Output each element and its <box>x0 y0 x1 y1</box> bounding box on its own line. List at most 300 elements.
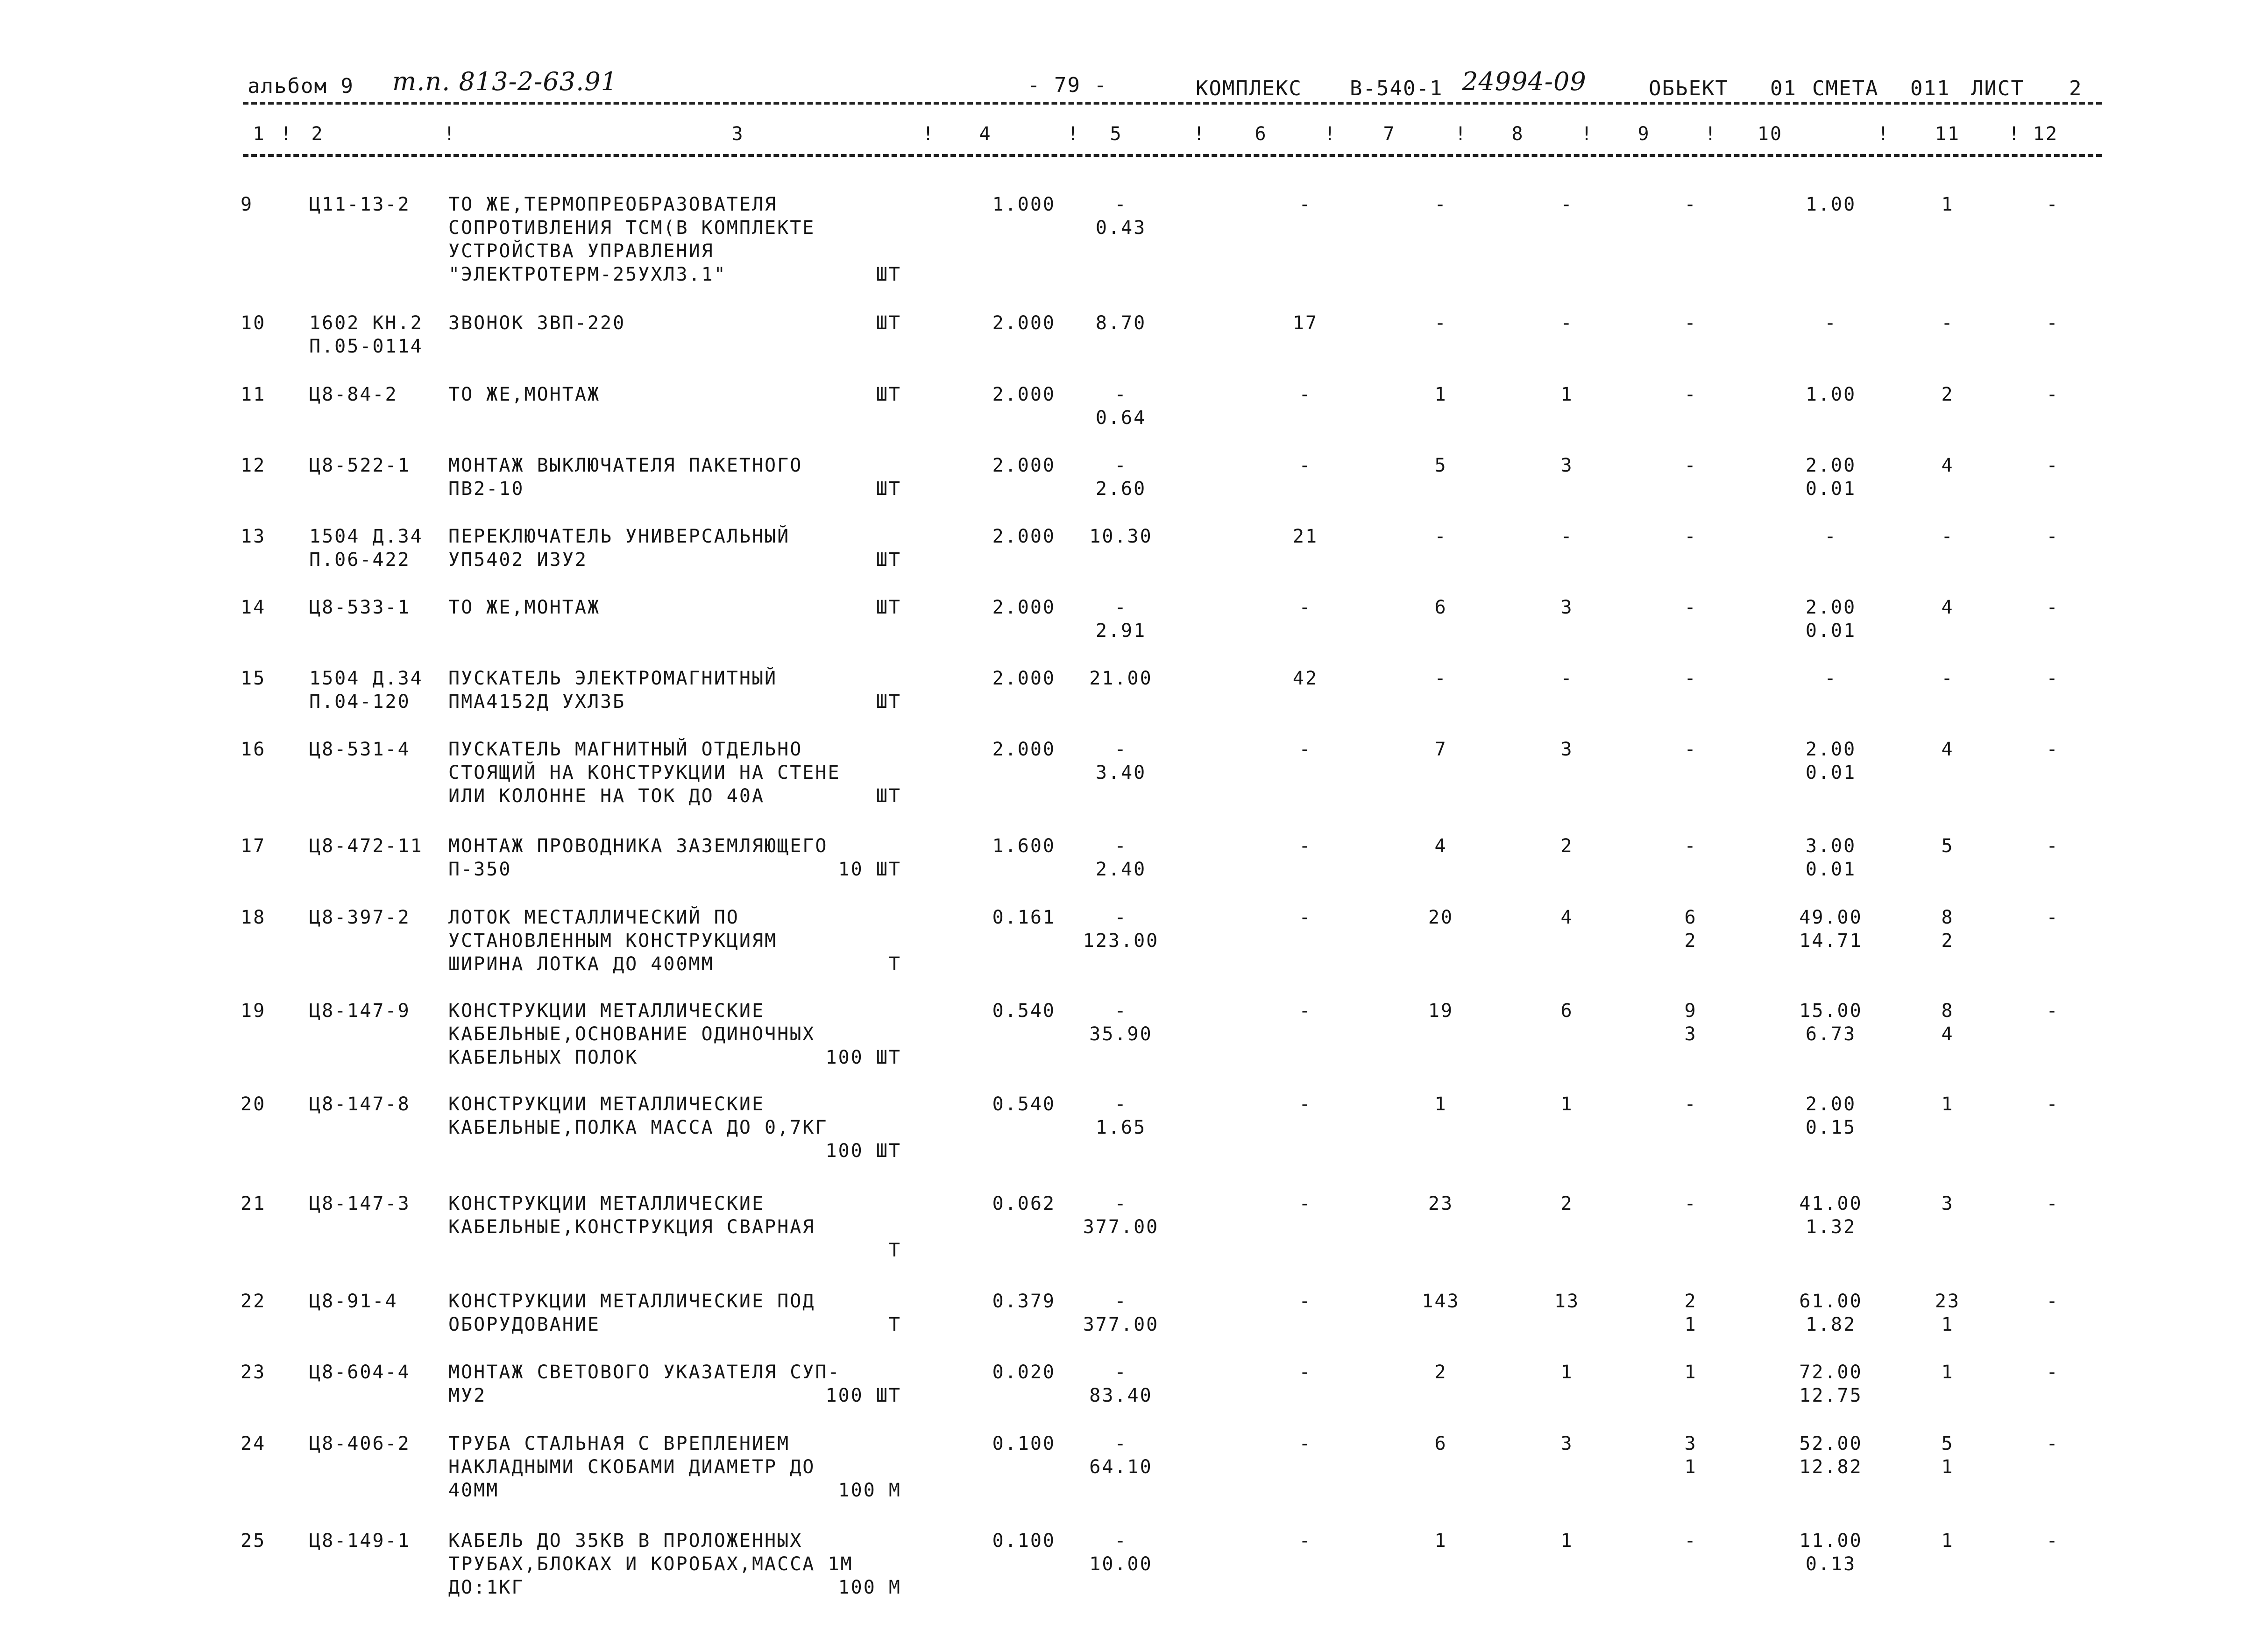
row-c9: - <box>1684 739 1697 760</box>
row-quantity: 1.600 <box>992 835 1056 857</box>
row-code: Ц8-147-3 <box>309 1193 411 1214</box>
row-unit: 100 М <box>838 1577 901 1598</box>
row-c10: 0.15 <box>1805 1117 1857 1138</box>
row-quantity: 0.100 <box>992 1530 1056 1552</box>
row-number: 19 <box>241 1000 266 1022</box>
column-number: 11 <box>1935 123 1961 145</box>
row-code: 1504 Д.34 <box>309 526 423 547</box>
row-quantity: 2.000 <box>992 668 1056 689</box>
row-c5: - <box>1114 1094 1127 1115</box>
row-number: 13 <box>241 526 266 547</box>
row-c6: 17 <box>1292 312 1318 334</box>
row-c6: - <box>1299 384 1312 405</box>
row-c5: - <box>1114 1291 1127 1312</box>
row-c10: 0.01 <box>1805 620 1857 642</box>
row-quantity: 0.020 <box>992 1362 1056 1383</box>
row-c11: 5 <box>1941 835 1954 857</box>
row-c6: - <box>1299 194 1312 215</box>
row-description: КАБЕЛЬНЫЕ,ПОЛКА МАССА ДО 0,7КГ <box>448 1117 828 1138</box>
row-c9: - <box>1684 194 1697 215</box>
row-c9: 6 <box>1684 907 1697 928</box>
row-unit: ШТ <box>876 549 901 571</box>
column-separator: ! <box>2008 123 2021 145</box>
row-c5: 2.60 <box>1095 478 1147 500</box>
row-c8: - <box>1560 312 1573 334</box>
object-label: ОБЬЕКТ <box>1649 77 1729 100</box>
row-unit: Т <box>888 1240 901 1261</box>
row-c11: - <box>1941 312 1954 334</box>
complex-code: В-540-1 <box>1350 77 1443 100</box>
row-c12: - <box>2046 526 2059 547</box>
column-number: 4 <box>979 123 992 145</box>
row-c5: 2.40 <box>1095 859 1147 880</box>
row-unit: 100 ШТ <box>825 1047 901 1068</box>
row-c10: - <box>1824 526 1837 547</box>
row-description: НАКЛАДНЫМИ СКОБАМИ ДИАМЕТР ДО <box>448 1456 815 1478</box>
row-c11: 1 <box>1941 1314 1954 1335</box>
row-quantity: 2.000 <box>992 597 1056 618</box>
row-c6: - <box>1299 1433 1312 1454</box>
row-description: ПВ2-10 <box>448 478 524 500</box>
row-code: Ц8-522-1 <box>309 455 411 476</box>
row-description: СОПРОТИВЛЕНИЯ ТСМ(В КОМПЛЕКТЕ <box>448 217 815 239</box>
row-c12: - <box>2046 1362 2059 1383</box>
row-quantity: 0.161 <box>992 907 1056 928</box>
row-c6: - <box>1299 1291 1312 1312</box>
row-c10: 61.00 <box>1799 1291 1863 1312</box>
row-c7: 5 <box>1434 455 1447 476</box>
row-c9: 3 <box>1684 1433 1697 1454</box>
row-c12: - <box>2046 668 2059 689</box>
row-c11: 4 <box>1941 597 1954 618</box>
row-c11: - <box>1941 526 1954 547</box>
row-description: УП5402 ИЗУ2 <box>448 549 588 571</box>
row-code: Ц8-91-4 <box>309 1291 398 1312</box>
row-c7: 6 <box>1434 1433 1447 1454</box>
row-c5: 377.00 <box>1083 1314 1159 1335</box>
row-number: 16 <box>241 739 266 760</box>
row-c7: 23 <box>1428 1193 1454 1214</box>
row-c9: 1 <box>1684 1314 1697 1335</box>
row-c12: - <box>2046 194 2059 215</box>
column-number: 9 <box>1637 123 1651 145</box>
row-c6: - <box>1299 1094 1312 1115</box>
row-c8: - <box>1560 668 1573 689</box>
row-c9: - <box>1684 455 1697 476</box>
row-quantity: 0.062 <box>992 1193 1056 1214</box>
row-description: ТО ЖЕ,ТЕРМОПРЕОБРАЗОВАТЕЛЯ <box>448 194 778 215</box>
row-c12: - <box>2046 1291 2059 1312</box>
row-c10: 72.00 <box>1799 1362 1863 1383</box>
row-code: Ц8-472-11 <box>309 835 423 857</box>
row-code: Ц8-397-2 <box>309 907 411 928</box>
row-c10: 0.01 <box>1805 478 1857 500</box>
row-c11: 1 <box>1941 1094 1954 1115</box>
row-description: ДО:1КГ <box>448 1577 524 1598</box>
row-c6: - <box>1299 1530 1312 1552</box>
row-c10: 12.82 <box>1799 1456 1863 1478</box>
row-c9: 1 <box>1684 1362 1697 1383</box>
header-rule-bottom <box>243 154 2102 157</box>
row-c10: 2.00 <box>1805 597 1857 618</box>
row-description: КАБЕЛЬ ДО 35КВ В ПРОЛОЖЕННЫХ <box>448 1530 803 1552</box>
row-c5: 10.30 <box>1089 526 1153 547</box>
row-c11: 1 <box>1941 1530 1954 1552</box>
row-c5: 64.10 <box>1089 1456 1153 1478</box>
row-unit: ШТ <box>876 691 901 713</box>
row-c10: 2.00 <box>1805 739 1857 760</box>
row-c8: 1 <box>1560 1362 1573 1383</box>
column-separator: ! <box>280 123 293 145</box>
row-c7: 4 <box>1434 835 1447 857</box>
column-separator: ! <box>1193 123 1206 145</box>
row-code: Ц8-149-1 <box>309 1530 411 1552</box>
row-c11: 1 <box>1941 1362 1954 1383</box>
row-code: Ц11-13-2 <box>309 194 411 215</box>
row-c11: 23 <box>1935 1291 1961 1312</box>
column-number: 5 <box>1110 123 1123 145</box>
row-c10: 0.01 <box>1805 859 1857 880</box>
row-c10: 15.00 <box>1799 1000 1863 1022</box>
row-c7: 1 <box>1434 384 1447 405</box>
row-c5: - <box>1114 597 1127 618</box>
row-c7: - <box>1434 194 1447 215</box>
row-number: 11 <box>241 384 266 405</box>
row-c5: - <box>1114 739 1127 760</box>
sheet-label: ЛИСТ <box>1971 77 2024 100</box>
row-description: ПЕРЕКЛЮЧАТЕЛЬ УНИВЕРСАЛЬНЫЙ <box>448 526 790 547</box>
complex-code-handwritten: 24994-09 <box>1462 67 1587 96</box>
row-quantity: 0.540 <box>992 1094 1056 1115</box>
row-c5: - <box>1114 835 1127 857</box>
row-unit: ШТ <box>876 478 901 500</box>
row-c5: 377.00 <box>1083 1216 1159 1238</box>
row-c5: 21.00 <box>1089 668 1153 689</box>
row-c12: - <box>2046 384 2059 405</box>
row-description: КАБЕЛЬНЫЕ,КОНСТРУКЦИЯ СВАРНАЯ <box>448 1216 815 1238</box>
row-c10: 1.82 <box>1805 1314 1857 1335</box>
column-number: 12 <box>2033 123 2059 145</box>
row-description: КАБЕЛЬНЫЕ,ОСНОВАНИЕ ОДИНОЧНЫХ <box>448 1023 815 1045</box>
row-c7: 20 <box>1428 907 1454 928</box>
sheet-number: 2 <box>2069 77 2083 100</box>
row-c6: - <box>1299 1000 1312 1022</box>
row-c7: 6 <box>1434 597 1447 618</box>
row-code: Ц8-147-9 <box>309 1000 411 1022</box>
row-code: П.05-0114 <box>309 336 423 357</box>
row-c12: - <box>2046 739 2059 760</box>
column-number: 1 <box>253 123 266 145</box>
row-c11: 5 <box>1941 1433 1954 1454</box>
row-description: УСТРОЙСТВА УПРАВЛЕНИЯ <box>448 240 714 262</box>
row-description: ПУСКАТЕЛЬ ЭЛЕКТРОМАГНИТНЫЙ <box>448 668 778 689</box>
row-c9: 1 <box>1684 1456 1697 1478</box>
row-number: 25 <box>241 1530 266 1552</box>
row-c8: 3 <box>1560 739 1573 760</box>
row-c10: 52.00 <box>1799 1433 1863 1454</box>
row-c11: 4 <box>1941 455 1954 476</box>
row-number: 18 <box>241 907 266 928</box>
row-c8: 3 <box>1560 455 1573 476</box>
row-c9: 3 <box>1684 1023 1697 1045</box>
row-unit: Т <box>888 1314 901 1335</box>
column-separator: ! <box>1067 123 1080 145</box>
row-c5: - <box>1114 1433 1127 1454</box>
row-c10: - <box>1824 312 1837 334</box>
object-number: 01 <box>1770 77 1797 100</box>
row-description: МОНТАЖ ПРОВОДНИКА ЗАЗЕМЛЯЮЩЕГО <box>448 835 828 857</box>
row-description: СТОЯЩИЙ НА КОНСТРУКЦИИ НА СТЕНЕ <box>448 762 841 783</box>
row-c12: - <box>2046 312 2059 334</box>
row-description: ПМА4152Д УХЛ3Б <box>448 691 626 713</box>
row-quantity: 2.000 <box>992 384 1056 405</box>
column-separator: ! <box>922 123 936 145</box>
row-number: 23 <box>241 1362 266 1383</box>
row-description: УСТАНОВЛЕННЫМ КОНСТРУКЦИЯМ <box>448 930 778 952</box>
row-c5: 1.65 <box>1095 1117 1147 1138</box>
row-c8: 3 <box>1560 1433 1573 1454</box>
row-c9: 2 <box>1684 1291 1697 1312</box>
row-unit: ШТ <box>876 785 901 807</box>
column-number: 3 <box>731 123 744 145</box>
row-description: ШИРИНА ЛОТКА ДО 400ММ <box>448 953 714 975</box>
row-quantity: 1.000 <box>992 194 1056 215</box>
column-number: 8 <box>1511 123 1524 145</box>
column-separator: ! <box>1455 123 1468 145</box>
row-c11: 8 <box>1941 907 1954 928</box>
row-code: П.04-120 <box>309 691 411 713</box>
row-c5: 8.70 <box>1095 312 1147 334</box>
row-c11: - <box>1941 668 1954 689</box>
row-c8: 1 <box>1560 384 1573 405</box>
row-quantity: 2.000 <box>992 312 1056 334</box>
row-c7: 2 <box>1434 1362 1447 1383</box>
row-c10: 1.00 <box>1805 384 1857 405</box>
row-c5: - <box>1114 194 1127 215</box>
row-c10: 11.00 <box>1799 1530 1863 1552</box>
row-c8: 3 <box>1560 597 1573 618</box>
row-quantity: 0.379 <box>992 1291 1056 1312</box>
row-c11: 1 <box>1941 194 1954 215</box>
row-c8: 1 <box>1560 1530 1573 1552</box>
row-c8: - <box>1560 526 1573 547</box>
tp-code: т.п. 813-2-63.91 <box>392 67 617 96</box>
row-description: КОНСТРУКЦИИ МЕТАЛЛИЧЕСКИЕ <box>448 1193 765 1214</box>
row-c10: 14.71 <box>1799 930 1863 952</box>
row-c10: 41.00 <box>1799 1193 1863 1214</box>
smeta-label: СМЕТА <box>1812 77 1879 100</box>
row-c9: - <box>1684 526 1697 547</box>
row-c7: - <box>1434 312 1447 334</box>
row-description: ТРУБА СТАЛЬНАЯ С ВРЕПЛЕНИЕМ <box>448 1433 790 1454</box>
row-c6: - <box>1299 907 1312 928</box>
row-c5: - <box>1114 1362 1127 1383</box>
row-number: 12 <box>241 455 266 476</box>
row-c10: 1.32 <box>1805 1216 1857 1238</box>
row-number: 14 <box>241 597 266 618</box>
row-unit: ШТ <box>876 384 901 405</box>
row-c9: - <box>1684 668 1697 689</box>
row-c11: 2 <box>1941 930 1954 952</box>
row-c6: - <box>1299 1362 1312 1383</box>
row-unit: ШТ <box>876 312 901 334</box>
row-description: "ЭЛЕКТРОТЕРМ-25УХЛЗ.1" <box>448 264 727 285</box>
row-c10: 0.01 <box>1805 762 1857 783</box>
row-c9: - <box>1684 835 1697 857</box>
row-description: П-350 <box>448 859 512 880</box>
row-description: ОБОРУДОВАНИЕ <box>448 1314 600 1335</box>
row-c12: - <box>2046 597 2059 618</box>
column-separator: ! <box>1324 123 1337 145</box>
row-number: 22 <box>241 1291 266 1312</box>
row-description: 40ММ <box>448 1480 499 1501</box>
row-c9: - <box>1684 1530 1697 1552</box>
row-quantity: 2.000 <box>992 455 1056 476</box>
row-description: МУ2 <box>448 1385 487 1406</box>
row-c7: 7 <box>1434 739 1447 760</box>
complex-label: КОМПЛЕКС <box>1196 77 1302 100</box>
row-c11: 2 <box>1941 384 1954 405</box>
row-number: 10 <box>241 312 266 334</box>
column-number: 10 <box>1757 123 1783 145</box>
row-unit: 100 ШТ <box>825 1140 901 1162</box>
row-c8: 4 <box>1560 907 1573 928</box>
row-code: Ц8-604-4 <box>309 1362 411 1383</box>
row-c8: 1 <box>1560 1094 1573 1115</box>
column-number: 7 <box>1383 123 1396 145</box>
row-unit: 100 М <box>838 1480 901 1501</box>
header-rule-top <box>243 102 2102 105</box>
row-c5: 0.43 <box>1095 217 1147 239</box>
row-c6: 21 <box>1292 526 1318 547</box>
row-quantity: 2.000 <box>992 739 1056 760</box>
row-code: 1504 Д.34 <box>309 668 423 689</box>
row-c8: - <box>1560 194 1573 215</box>
row-c5: - <box>1114 455 1127 476</box>
row-c7: 19 <box>1428 1000 1454 1022</box>
column-separator: ! <box>1878 123 1891 145</box>
row-code: Ц8-531-4 <box>309 739 411 760</box>
row-description: ИЛИ КОЛОННЕ НА ТОК ДО 40А <box>448 785 765 807</box>
column-number: 6 <box>1254 123 1268 145</box>
row-c12: - <box>2046 1193 2059 1214</box>
row-number: 21 <box>241 1193 266 1214</box>
row-c10: 12.75 <box>1799 1385 1863 1406</box>
row-c12: - <box>2046 1530 2059 1552</box>
row-description: КАБЕЛЬНЫХ ПОЛОК <box>448 1047 638 1068</box>
row-c8: 2 <box>1560 835 1573 857</box>
row-c6: - <box>1299 455 1312 476</box>
row-description: ЗВОНОК ЗВП-220 <box>448 312 626 334</box>
row-c5: 123.00 <box>1083 930 1159 952</box>
row-c11: 3 <box>1941 1193 1954 1214</box>
row-description: КОНСТРУКЦИИ МЕТАЛЛИЧЕСКИЕ <box>448 1000 765 1022</box>
row-description: МОНТАЖ ВЫКЛЮЧАТЕЛЯ ПАКЕТНОГО <box>448 455 803 476</box>
row-c12: - <box>2046 455 2059 476</box>
row-c11: 1 <box>1941 1456 1954 1478</box>
row-c8: 6 <box>1560 1000 1573 1022</box>
row-code: П.06-422 <box>309 549 411 571</box>
row-c8: 13 <box>1554 1291 1580 1312</box>
row-c9: - <box>1684 597 1697 618</box>
row-c10: 1.00 <box>1805 194 1857 215</box>
row-c6: - <box>1299 739 1312 760</box>
row-c5: 83.40 <box>1089 1385 1153 1406</box>
row-quantity: 0.100 <box>992 1433 1056 1454</box>
row-c12: - <box>2046 1094 2059 1115</box>
row-unit: ШТ <box>876 597 901 618</box>
album-label: альбом 9 <box>248 74 354 98</box>
row-c10: 49.00 <box>1799 907 1863 928</box>
row-description: ТРУБАХ,БЛОКАХ И КОРОБАХ,МАССА 1М <box>448 1553 853 1575</box>
row-c10: 6.73 <box>1805 1023 1857 1045</box>
row-description: КОНСТРУКЦИИ МЕТАЛЛИЧЕСКИЕ ПОД <box>448 1291 815 1312</box>
row-description: ТО ЖЕ,МОНТАЖ <box>448 384 600 405</box>
row-quantity: 0.540 <box>992 1000 1056 1022</box>
row-c10: 2.00 <box>1805 455 1857 476</box>
row-c5: - <box>1114 1193 1127 1214</box>
row-quantity: 2.000 <box>992 526 1056 547</box>
row-c9: - <box>1684 384 1697 405</box>
row-unit: 100 ШТ <box>825 1385 901 1406</box>
row-c12: - <box>2046 1433 2059 1454</box>
row-c5: 0.64 <box>1095 407 1147 429</box>
row-unit: Т <box>888 953 901 975</box>
row-c8: 2 <box>1560 1193 1573 1214</box>
row-c7: 143 <box>1422 1291 1460 1312</box>
row-c7: - <box>1434 526 1447 547</box>
column-separator: ! <box>1581 123 1594 145</box>
row-c6: 42 <box>1292 668 1318 689</box>
row-code: 1602 КН.2 <box>309 312 423 334</box>
row-number: 20 <box>241 1094 266 1115</box>
row-c5: 10.00 <box>1089 1553 1153 1575</box>
row-c11: 8 <box>1941 1000 1954 1022</box>
row-code: Ц8-84-2 <box>309 384 398 405</box>
row-c5: - <box>1114 1530 1127 1552</box>
column-separator: ! <box>1705 123 1718 145</box>
row-c9: - <box>1684 312 1697 334</box>
column-number: 2 <box>311 123 324 145</box>
row-c9: 9 <box>1684 1000 1697 1022</box>
row-unit: ШТ <box>876 264 901 285</box>
row-c7: 1 <box>1434 1530 1447 1552</box>
row-description: МОНТАЖ СВЕТОВОГО УКАЗАТЕЛЯ СУП- <box>448 1362 841 1383</box>
row-code: Ц8-533-1 <box>309 597 411 618</box>
row-c9: - <box>1684 1193 1697 1214</box>
row-number: 9 <box>241 194 254 215</box>
row-unit: 10 ШТ <box>838 859 901 880</box>
row-code: Ц8-147-8 <box>309 1094 411 1115</box>
row-c6: - <box>1299 835 1312 857</box>
row-description: ТО ЖЕ,МОНТАЖ <box>448 597 600 618</box>
row-c7: 1 <box>1434 1094 1447 1115</box>
row-c6: - <box>1299 1193 1312 1214</box>
row-c5: - <box>1114 1000 1127 1022</box>
row-c12: - <box>2046 1000 2059 1022</box>
row-c5: - <box>1114 907 1127 928</box>
row-c10: - <box>1824 668 1837 689</box>
row-number: 15 <box>241 668 266 689</box>
row-number: 24 <box>241 1433 266 1454</box>
row-description: ЛОТОК МЕСТАЛЛИЧЕСКИЙ ПО <box>448 907 739 928</box>
smeta-number: 011 <box>1910 77 1950 100</box>
row-c9: - <box>1684 1094 1697 1115</box>
row-c12: - <box>2046 907 2059 928</box>
row-c5: 2.91 <box>1095 620 1147 642</box>
row-c7: - <box>1434 668 1447 689</box>
row-c12: - <box>2046 835 2059 857</box>
